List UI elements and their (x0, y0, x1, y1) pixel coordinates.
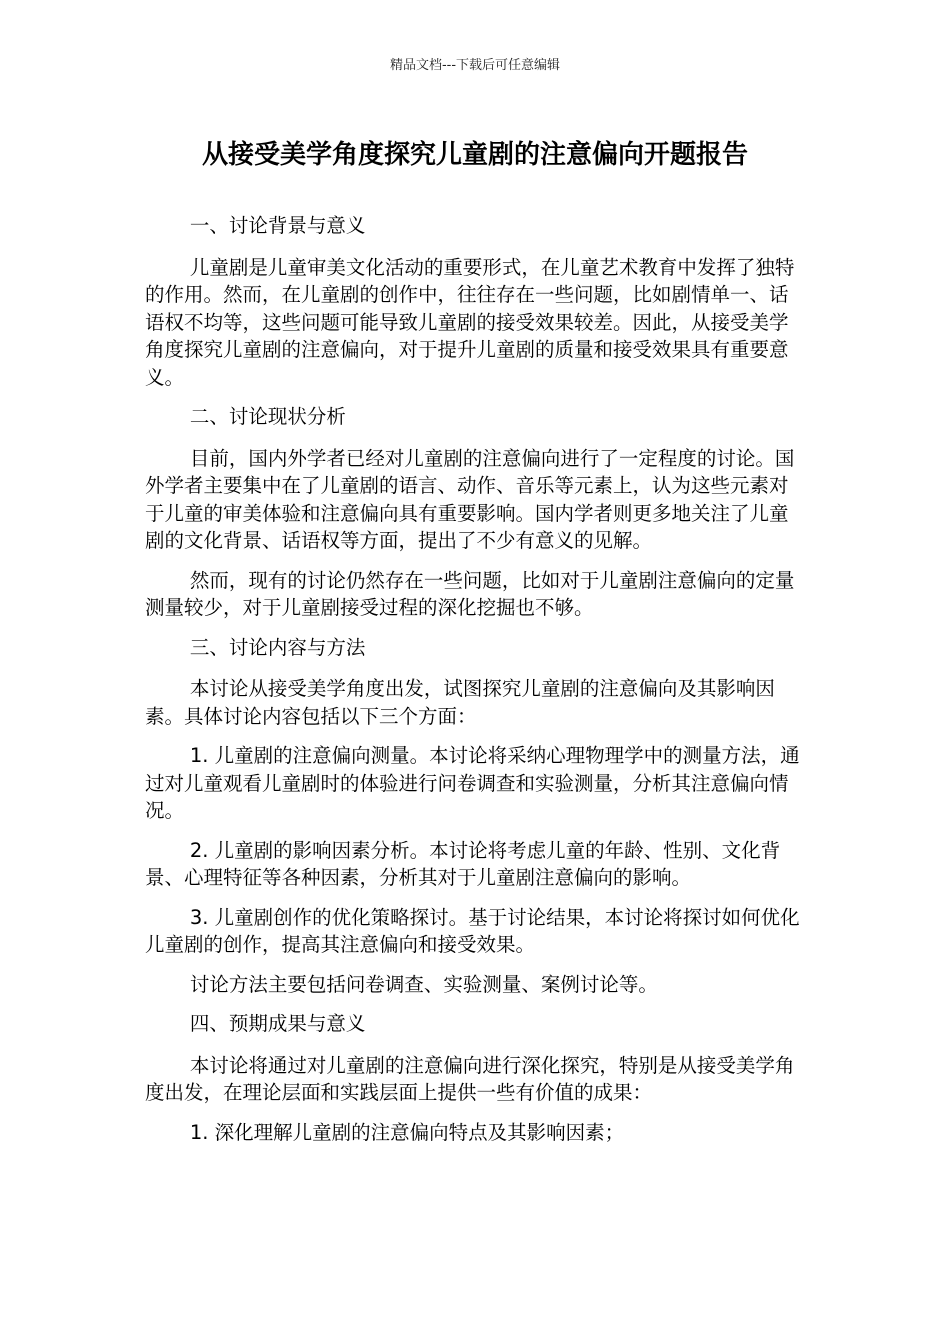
document-title: 从接受美学角度探究儿童剧的注意偏向开题报告 (201, 140, 748, 170)
section-heading-outcomes: 四、预期成果与意义 (189, 1012, 366, 1035)
paragraph-content-item-2: 2. 儿童剧的影响因素分析。本讨论将考虑儿童的年龄、性别、文化背景、心理特征等各种因素，分析其对于儿童剧注意偏向的影响。 (145, 838, 781, 889)
section-heading-content-method: 三、讨论内容与方法 (189, 635, 366, 659)
paragraph-outcomes-intro: 本讨论将通过对儿童剧的注意偏向进行深化探究，特别是从接受美学角度出发，在理论层面和实践层面上提供一些有价值的成果： (145, 1053, 795, 1104)
section-heading-background: 一、讨论背景与意义 (189, 214, 366, 237)
paragraph-background: 儿童剧是儿童审美文化活动的重要形式，在儿童艺术教育中发挥了独特的作用。然而，在儿童剧的创作中，往往存在一些问题，比如剧情单一、话语权不均等，这些问题可能导致儿童剧的接受效果较差。因此，从接受美学角度探究儿童剧的注意偏向，对于提升儿童剧的质量和接受效果具有重要意义。 (145, 255, 795, 389)
paragraph-outcomes-item-1: 1. 深化理解儿童剧的注意偏向特点及其影响因素； (189, 1120, 625, 1144)
paragraph-content-item-3: 3. 儿童剧创作的优化策略探讨。基于讨论结果，本讨论将探讨如何优化儿童剧的创作，提高其注意偏向和接受效果。 (145, 905, 800, 956)
paragraph-method: 讨论方法主要包括问卷调查、实验测量、案例讨论等。 (189, 972, 658, 996)
paragraph-status-2: 然而，现有的讨论仍然存在一些问题，比如对于儿童剧注意偏向的定量测量较少，对于儿童剧接受过程的深化挖掘也不够。 (145, 568, 795, 619)
paragraph-content-item-1: 1. 儿童剧的注意偏向测量。本讨论将采纳心理物理学中的测量方法，通过对儿童观看儿童剧时的体验进行问卷调查和实验测量，分析其注意偏向情况。 (145, 744, 800, 822)
paragraph-content-intro: 本讨论从接受美学角度出发，试图探究儿童剧的注意偏向及其影响因素。具体讨论内容包括以下三个方面： (145, 677, 775, 728)
section-heading-status: 二、讨论现状分析 (189, 405, 346, 428)
paragraph-status-1: 目前，国内外学者已经对儿童剧的注意偏向进行了一定程度的讨论。国外学者主要集中在了儿童剧的语言、动作、音乐等元素上，认为这些元素对于儿童的审美体验和注意偏向具有重要影响。国内学者则更多地关注了儿童剧的文化背景、话语权等方面，提出了不少有意义的见解。 (145, 446, 795, 552)
document-body (145, 212, 805, 1158)
page-header: 精品文档---下载后可任意编辑 (389, 58, 561, 73)
